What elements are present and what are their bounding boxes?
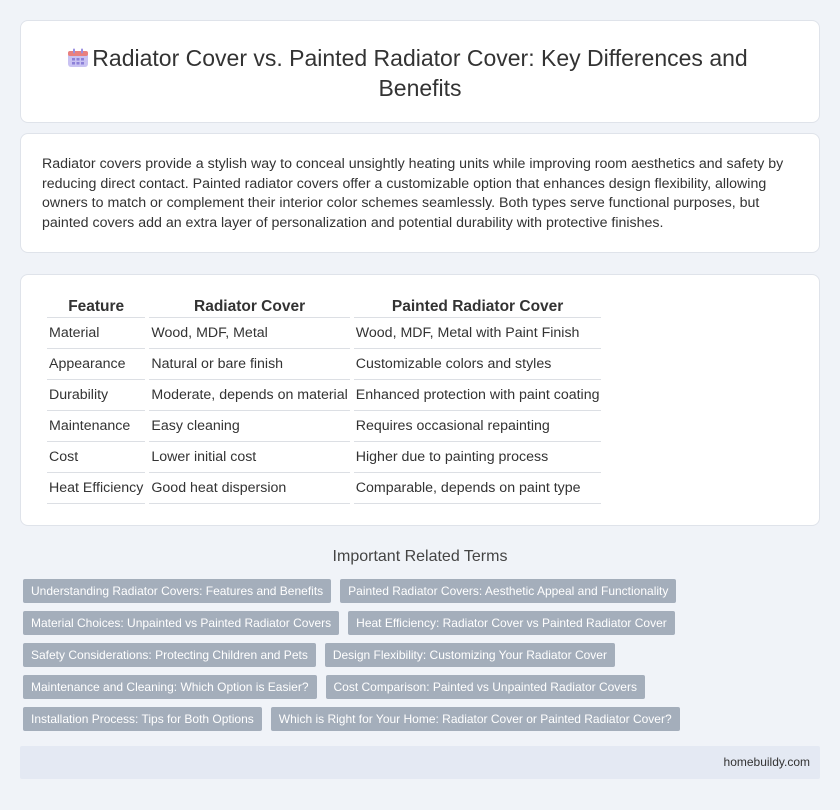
related-term-link[interactable]: Cost Comparison: Painted vs Unpainted Radiator Covers	[326, 675, 645, 699]
table-cell: Cost	[47, 442, 145, 473]
table-cell: Moderate, depends on material	[149, 380, 349, 411]
intro-card	[20, 133, 820, 253]
table-cell: Requires occasional repainting	[354, 411, 602, 442]
column-header-painted-radiator-cover: Painted Radiator Cover	[354, 296, 602, 318]
footer-site-link[interactable]: homebuildy.com	[723, 755, 810, 769]
column-header-feature: Feature	[47, 296, 145, 318]
table-row	[47, 349, 601, 380]
table-cell: Good heat dispersion	[149, 473, 349, 504]
table-cell: Heat Efficiency	[47, 473, 145, 504]
related-term-link[interactable]: Heat Efficiency: Radiator Cover vs Painted Radiator Cover	[348, 611, 675, 635]
related-term-link[interactable]: Safety Considerations: Protecting Children and Pets	[23, 643, 316, 667]
table-cell: Comparable, depends on paint type	[354, 473, 602, 504]
table-cell: Appearance	[47, 349, 145, 380]
table-cell: Easy cleaning	[149, 411, 349, 442]
table-row	[47, 411, 601, 442]
table-cell: Enhanced protection with paint coating	[354, 380, 602, 411]
related-term-link[interactable]: Which is Right for Your Home: Radiator Cover or Painted Radiator Cover?	[271, 707, 680, 731]
intro-paragraph: Radiator covers provide a stylish way to conceal unsightly heating units while improving room aesthetics and safety by reducing direct contact. Painted radiator covers offer a customizable option that enhances design flexibility, allowing owners to match or complement their interior color schemes seamlessly. Both types serve functional purposes, but painted covers add an extra layer of personalization and potential durability with protective finishes.	[42, 156, 784, 231]
related-term-link[interactable]: Design Flexibility: Customizing Your Radiator Cover	[325, 643, 615, 667]
table-cell: Higher due to painting process	[354, 442, 602, 473]
related-term-link[interactable]: Painted Radiator Covers: Aesthetic Appeal and Functionality	[340, 579, 676, 603]
table-cell: Maintenance	[47, 411, 145, 442]
table-header-row	[47, 296, 601, 318]
table-cell: Wood, MDF, Metal	[149, 318, 349, 349]
table-cell: Natural or bare finish	[149, 349, 349, 380]
table-cell: Wood, MDF, Metal with Paint Finish	[354, 318, 602, 349]
table-row	[47, 318, 601, 349]
table-cell: Material	[47, 318, 145, 349]
column-header-radiator-cover: Radiator Cover	[149, 296, 349, 318]
table-cell: Customizable colors and styles	[354, 349, 602, 380]
related-terms-heading: Important Related Terms	[332, 548, 508, 565]
table-row	[47, 442, 601, 473]
related-term-link[interactable]: Maintenance and Cleaning: Which Option is Easier?	[23, 675, 317, 699]
related-terms-list	[23, 579, 823, 739]
table-cell: Durability	[47, 380, 145, 411]
comparison-table	[43, 296, 605, 504]
related-term-link[interactable]: Understanding Radiator Covers: Features and Benefits	[23, 579, 331, 603]
table-row	[47, 380, 601, 411]
table-row	[47, 473, 601, 504]
table-cell: Lower initial cost	[149, 442, 349, 473]
header-card	[20, 20, 820, 123]
related-term-link[interactable]: Installation Process: Tips for Both Options	[23, 707, 262, 731]
related-term-link[interactable]: Material Choices: Unpainted vs Painted Radiator Covers	[23, 611, 339, 635]
footer	[20, 746, 820, 779]
page-title: Radiator Cover vs. Painted Radiator Cover: Key Differences and Benefits	[92, 45, 748, 101]
comparison-table-card	[20, 274, 820, 526]
